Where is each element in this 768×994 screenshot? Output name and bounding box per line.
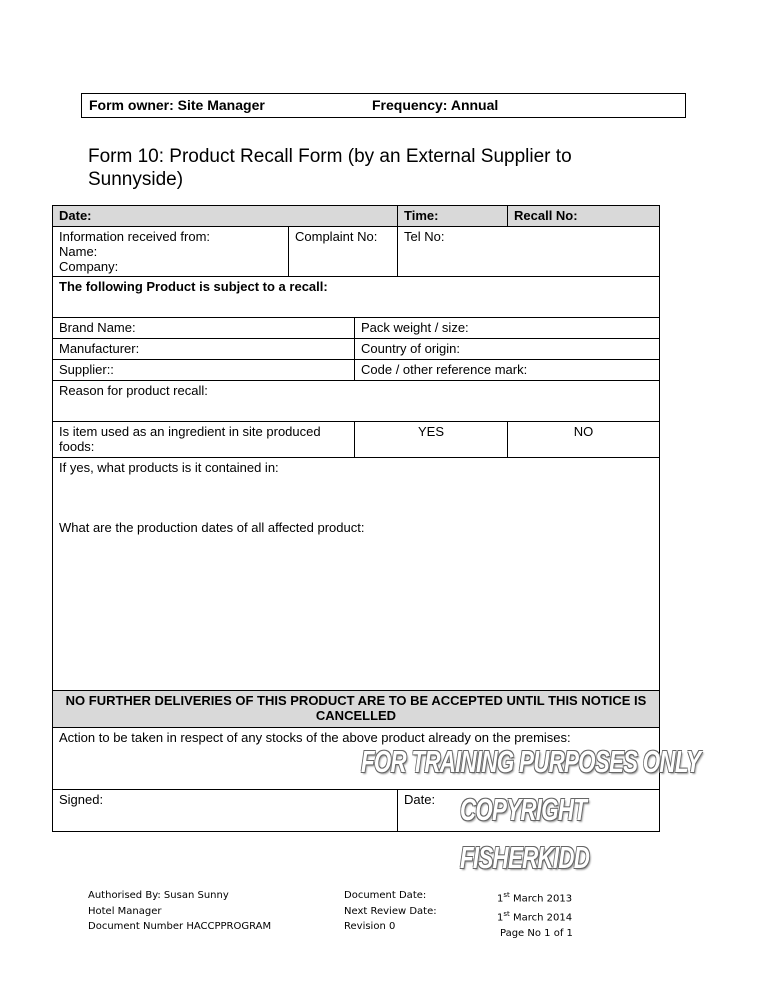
tel-no-field[interactable]: Tel No:	[398, 227, 660, 277]
footer-middle	[344, 888, 437, 935]
info-received-label: Information received from:	[59, 229, 211, 244]
next-review-value: 1st March 2014	[497, 909, 573, 924]
footer-left	[88, 888, 271, 935]
name-label: Name:	[59, 244, 98, 259]
signed-field[interactable]: Signed:	[53, 790, 398, 832]
pack-weight-field[interactable]: Pack weight / size:	[355, 318, 660, 339]
no-further-deliveries-notice: NO FURTHER DELIVERIES OF THIS PRODUCT ARE TO BE ACCEPTED UNTIL THIS NOTICE IS CANCELLED	[53, 691, 660, 728]
revision: Revision 0	[344, 921, 396, 932]
if-yes-label: If yes, what products is it contained in:	[59, 460, 279, 475]
form-title: Form 10: Product Recall Form (by an External Supplier to Sunnyside)	[88, 146, 572, 190]
page-number: Page No 1 of 1	[500, 927, 573, 939]
authorised-by: Authorised By: Susan Sunny	[88, 890, 229, 901]
authoriser-role: Hotel Manager	[88, 905, 162, 917]
info-received-field[interactable]	[53, 227, 289, 277]
code-reference-field[interactable]: Code / other reference mark:	[355, 360, 660, 381]
brand-name-field[interactable]: Brand Name:	[53, 318, 355, 339]
production-dates-label: What are the production dates of all affected product:	[59, 520, 365, 535]
next-review-label: Next Review Date:	[344, 905, 437, 917]
signed-date-field[interactable]: Date:	[398, 790, 660, 832]
action-field[interactable]: Action to be taken in respect of any stocks of the above product already on the premises:	[53, 728, 660, 790]
watermark-fisherkidd: FISHERKIDD	[460, 840, 590, 875]
complaint-no-field[interactable]: Complaint No:	[289, 227, 398, 277]
footer-right	[497, 888, 573, 941]
subject-to-recall-heading: The following Product is subject to a recall:	[53, 277, 660, 318]
affected-products-field[interactable]	[53, 458, 660, 691]
watermark-copyright: COPYRIGHT	[460, 792, 587, 827]
company-label: Company:	[59, 259, 119, 274]
country-origin-field[interactable]: Country of origin:	[355, 339, 660, 360]
recall-form-table	[52, 205, 660, 832]
recall-no-field[interactable]: Recall No:	[508, 206, 660, 227]
form-owner: Form owner: Site Manager	[89, 97, 265, 113]
document-date-value: 1st March 2013	[497, 891, 573, 905]
form-owner-box	[81, 93, 686, 118]
document-date-label: Document Date:	[344, 890, 427, 901]
supplier-field[interactable]: Supplier::	[53, 360, 355, 381]
no-option[interactable]: NO	[508, 422, 660, 458]
frequency: Frequency: Annual	[372, 97, 499, 113]
document-number: Document Number HACCPPROGRAM	[88, 921, 272, 932]
manufacturer-field[interactable]: Manufacturer:	[53, 339, 355, 360]
reason-field[interactable]: Reason for product recall:	[53, 381, 660, 422]
date-field[interactable]: Date:	[53, 206, 398, 227]
time-field[interactable]: Time:	[398, 206, 508, 227]
yes-option[interactable]: YES	[355, 422, 508, 458]
watermark-training: FOR TRAINING PURPOSES ONLY	[361, 744, 701, 779]
ingredient-question: Is item used as an ingredient in site produced foods:	[53, 422, 355, 458]
